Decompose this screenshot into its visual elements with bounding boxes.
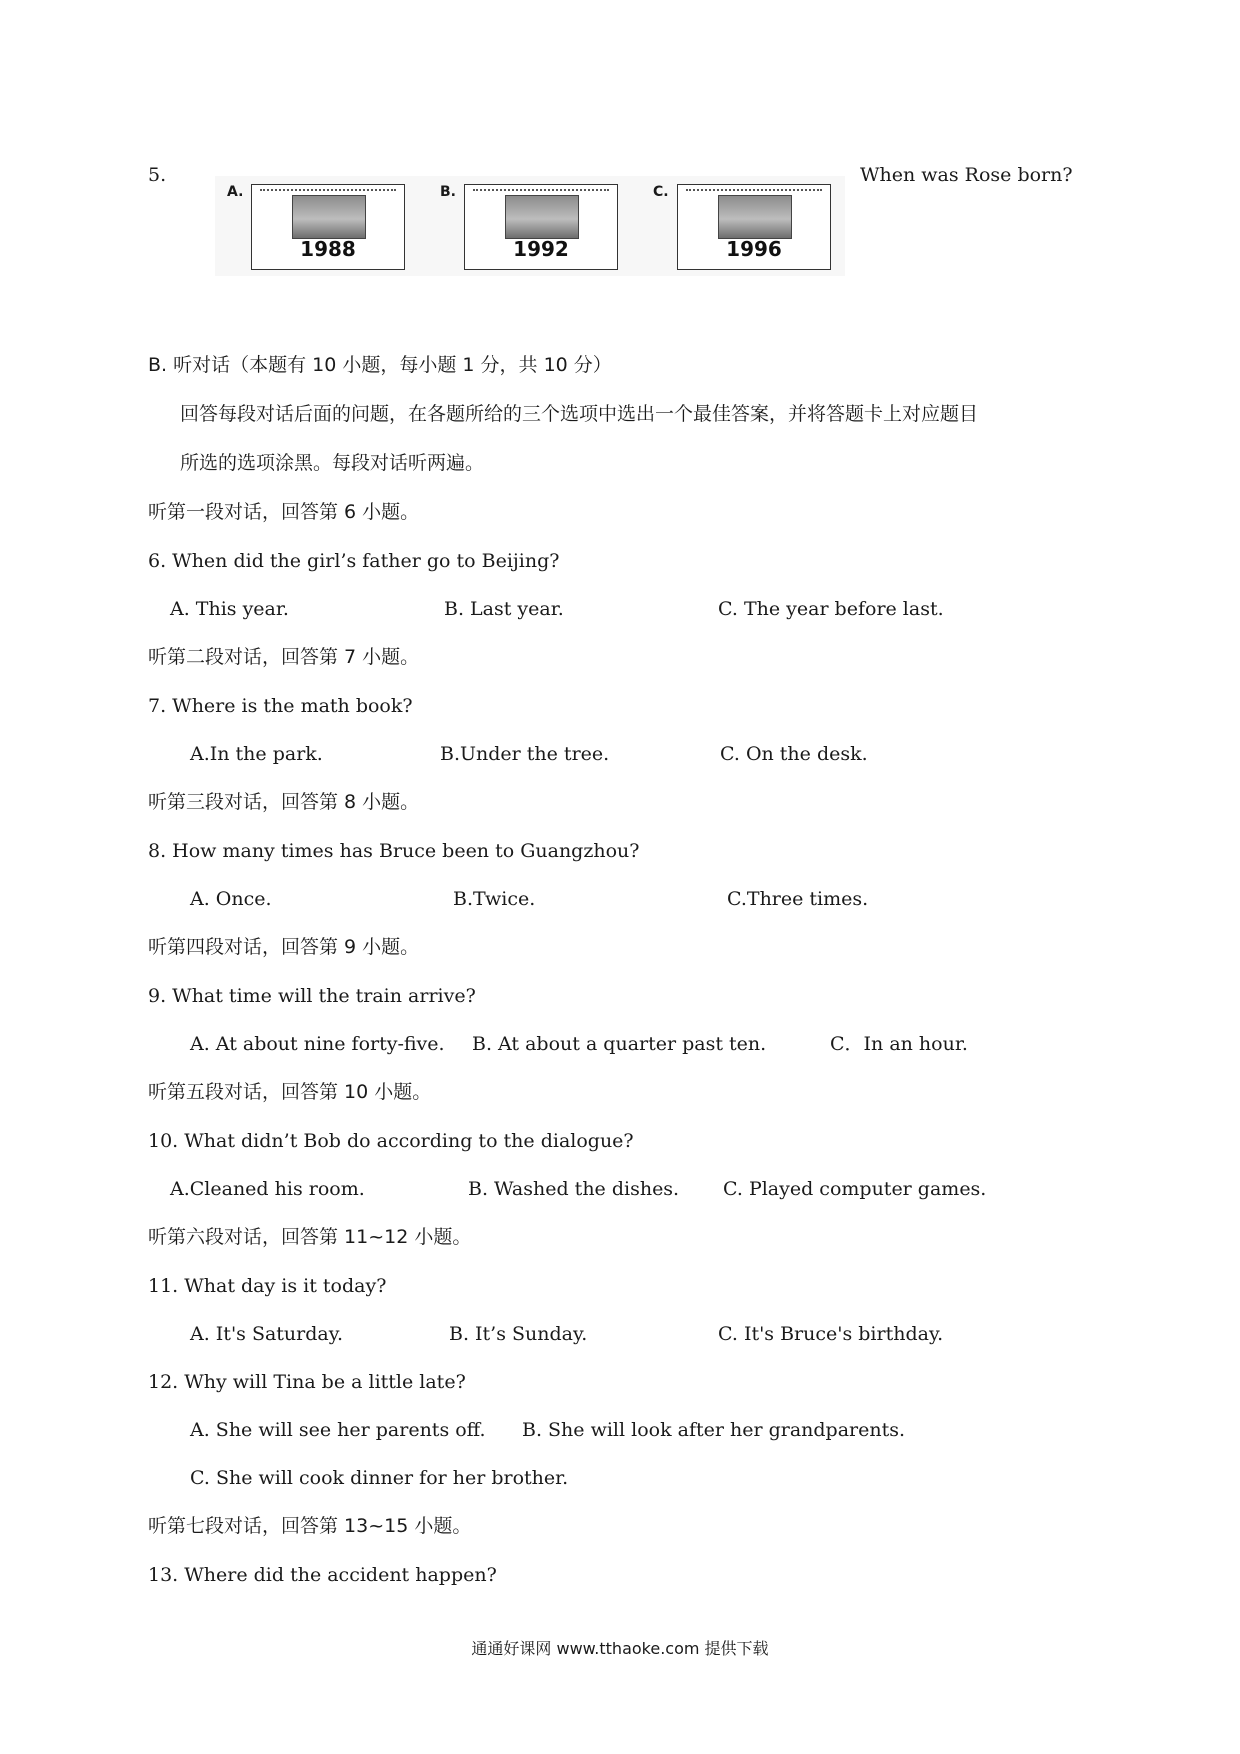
q5-option-c-calendar bbox=[677, 184, 831, 270]
calendar-picture-icon bbox=[505, 195, 579, 239]
question-6: 6. When did the girl’s father go to Beijing? bbox=[148, 550, 560, 572]
q5-question: When was Rose born? bbox=[860, 164, 1073, 186]
q5-option-a-calendar bbox=[251, 184, 405, 270]
q5-option-a-letter: A. bbox=[227, 184, 244, 200]
section-b-instruction-2: 所选的选项涂黑。每段对话听两遍。 bbox=[180, 452, 485, 474]
q5-option-b-letter: B. bbox=[440, 184, 456, 200]
question-7-option-b: B.Under the tree. bbox=[440, 743, 610, 765]
calendar-picture-icon bbox=[292, 195, 366, 239]
dialogue-5-instruction: 听第五段对话，回答第 10 小题。 bbox=[148, 1081, 432, 1103]
q5-option-c-letter: C. bbox=[653, 184, 669, 200]
question-10-option-c: C. Played computer games. bbox=[723, 1178, 987, 1200]
dialogue-2-instruction: 听第二段对话，回答第 7 小题。 bbox=[148, 646, 420, 668]
q5-option-c-year: 1996 bbox=[726, 237, 782, 261]
question-9: 9. What time will the train arrive? bbox=[148, 985, 476, 1007]
question-7-option-a: A.In the park. bbox=[190, 743, 323, 765]
question-10: 10. What didn’t Bob do according to the dialogue? bbox=[148, 1130, 634, 1152]
question-9-option-c: C．In an hour. bbox=[830, 1033, 968, 1055]
question-9-option-b: B. At about a quarter past ten. bbox=[472, 1033, 767, 1055]
q5-number: 5. bbox=[148, 164, 167, 186]
q5-option-b-calendar bbox=[464, 184, 618, 270]
q5-calendar-options bbox=[215, 176, 845, 276]
question-11-option-c: C. It's Bruce's birthday. bbox=[718, 1323, 944, 1345]
question-8-option-a: A. Once. bbox=[190, 888, 272, 910]
question-10-option-b: B. Washed the dishes. bbox=[468, 1178, 680, 1200]
dialogue-1-instruction: 听第一段对话，回答第 6 小题。 bbox=[148, 501, 420, 523]
dialogue-6-instruction: 听第六段对话，回答第 11~12 小题。 bbox=[148, 1226, 472, 1248]
question-12: 12. Why will Tina be a little late? bbox=[148, 1371, 466, 1393]
question-8-option-b: B.Twice. bbox=[453, 888, 536, 910]
question-8: 8. How many times has Bruce been to Guangzhou? bbox=[148, 840, 640, 862]
question-6-option-b: B. Last year. bbox=[444, 598, 564, 620]
question-7-option-c: C. On the desk. bbox=[720, 743, 868, 765]
question-6-option-a: A. This year. bbox=[170, 598, 289, 620]
section-b-instruction-1: 回答每段对话后面的问题，在各题所给的三个选项中选出一个最佳答案，并将答题卡上对应题目 bbox=[180, 403, 979, 425]
question-12-option-c: C. She will cook dinner for her brother. bbox=[190, 1467, 569, 1489]
question-6-option-c: C. The year before last. bbox=[718, 598, 944, 620]
question-13: 13. Where did the accident happen? bbox=[148, 1564, 497, 1586]
question-10-option-a: A.Cleaned his room. bbox=[170, 1178, 365, 1200]
calendar-picture-icon bbox=[718, 195, 792, 239]
q5-option-b-year: 1992 bbox=[513, 237, 569, 261]
question-11: 11. What day is it today? bbox=[148, 1275, 387, 1297]
question-9-option-a: A. At about nine forty-five. bbox=[190, 1033, 445, 1055]
question-12-option-a: A. She will see her parents off. bbox=[190, 1419, 486, 1441]
section-b-heading: B. 听对话（本题有 10 小题，每小题 1 分，共 10 分） bbox=[148, 354, 612, 376]
question-11-option-b: B. It’s Sunday. bbox=[449, 1323, 588, 1345]
q5-option-a-year: 1988 bbox=[300, 237, 356, 261]
page-footer: 通通好课网 www.tthaoke.com 提供下载 bbox=[471, 1639, 769, 1658]
question-12-option-b: B. She will look after her grandparents. bbox=[522, 1419, 906, 1441]
dialogue-7-instruction: 听第七段对话，回答第 13~15 小题。 bbox=[148, 1515, 472, 1537]
question-8-option-c: C.Three times. bbox=[727, 888, 869, 910]
dialogue-4-instruction: 听第四段对话，回答第 9 小题。 bbox=[148, 936, 420, 958]
question-7: 7. Where is the math book? bbox=[148, 695, 413, 717]
question-11-option-a: A. It's Saturday. bbox=[190, 1323, 343, 1345]
dialogue-3-instruction: 听第三段对话，回答第 8 小题。 bbox=[148, 791, 420, 813]
